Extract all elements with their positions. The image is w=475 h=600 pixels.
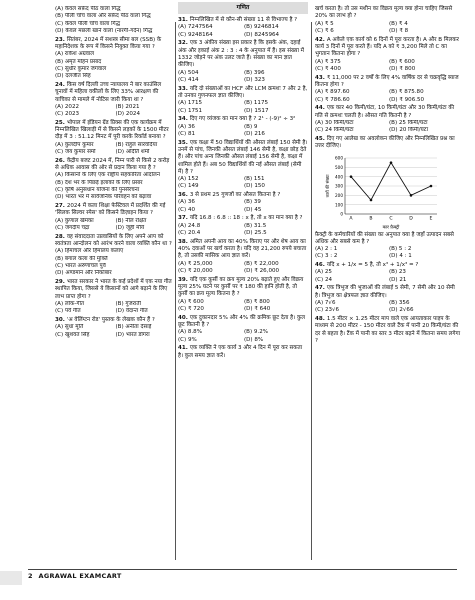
question-number: 24.: [55, 81, 65, 88]
answer-options: [178, 70, 308, 85]
answer-option: (C) भारत अरुणाचल पुर्व: [55, 262, 106, 269]
question-item: [178, 215, 308, 237]
answer-options: [178, 100, 308, 115]
answer-options: [55, 218, 174, 233]
answer-option: (B) 5 : 2: [389, 246, 412, 253]
question-stem: [315, 75, 461, 90]
answer-option: (D) ₹ 8: [389, 27, 409, 34]
question-text: दिए गए व्यंजक का मान क्या है ? 2¹ - (-9)² ÷ 3²: [189, 116, 296, 123]
answer-options: [55, 301, 174, 316]
y-axis-label: कारों की संख्या: [325, 174, 330, 197]
question-stem: [178, 345, 308, 360]
question-stem: [178, 239, 308, 261]
answer-option: (D) जूही मौर्य: [115, 225, 145, 232]
answer-option: (A) ₹ 600: [178, 298, 204, 305]
column-middle: [178, 0, 308, 562]
question-text: खर्च करता है। तो उस मशीन का विक्रय मूल्य क्या होना चाहिए जिससे 20% का लाभ हो ?: [315, 6, 453, 20]
answer-option: (A) कुलदीप कुमार: [55, 141, 94, 148]
question-item: [315, 262, 461, 284]
question-item: [178, 140, 308, 191]
answer-option: (A) कुणाल खेमका: [55, 217, 94, 224]
question-item: [55, 120, 174, 157]
answer-option: (A) किसानों के लिए एक राष्ट्रीय सहकारिता आंदोलन: [55, 172, 160, 179]
question-number: 44.: [315, 105, 325, 112]
question-item: [55, 82, 174, 119]
y-tick-label: 500: [335, 164, 343, 170]
answer-option: (C) ₹ 20,000: [178, 268, 213, 275]
answer-option: (D) 8%: [244, 336, 264, 343]
answer-options: [315, 89, 461, 104]
answer-option: (D) वेदान्त गीत: [115, 308, 148, 315]
question-number: 46.: [315, 262, 325, 269]
question-item: [315, 37, 461, 74]
answer-option: (A) हिमाचल और हिमालय कलाएं: [55, 248, 124, 255]
x-tick-label: D: [409, 216, 413, 221]
answer-option: (B) 1175: [244, 100, 269, 107]
answer-option: (D) दलजीत सिंह: [55, 73, 91, 80]
question-number: 42.: [315, 36, 325, 43]
column-divider: [175, 22, 176, 560]
answer-options: [315, 300, 461, 315]
answer-option: (A) 25: [315, 269, 332, 276]
column-left: [55, 0, 174, 562]
answer-option: (C) 23√6: [315, 307, 340, 314]
question-text: एक त्रिभुज की भुजाओं की लंबाई 5 सेमी, 7 सेमी और 10 सेमी है। त्रिभुज का क्षेत्रफल ज्ञात कीजिए।: [315, 285, 455, 299]
answer-option: (D) केवल मछली खाने वाला (नारंगी-गर्दन) गिद्ध: [55, 27, 153, 34]
answer-option: (D) अण्डमान और निकोबार: [55, 270, 112, 277]
answer-option: (C) 9%: [178, 336, 197, 343]
answer-option: (A) 7√6: [315, 300, 336, 307]
answer-option: (B) ₹ 22,000: [244, 260, 279, 267]
answer-option: (C) पर्व गीत: [55, 308, 81, 315]
question-number: 33.: [178, 85, 188, 92]
answer-option: (A) 36: [178, 199, 195, 206]
question-number: 43.: [315, 74, 325, 81]
question-text: फ़ैक्ट्री के कर्मचारियों की संख्या का अनुपात क्या है जहाँ उत्पादन सबसे अधिक और सबसे कम है ?: [315, 231, 454, 245]
question-text: निम्नलिखित में से कौन-सी संख्या 11 से विभाज्य है ?: [189, 17, 298, 23]
question-text: एक व्यक्ति ने एक कार्य 3 और 4 दिन में पूरा कर सकता है। कुल समय ज्ञात करें।: [178, 345, 303, 359]
question-number: 47.: [315, 285, 325, 292]
answer-option: (C) 81: [178, 130, 196, 137]
answer-option: (B) 39: [244, 199, 261, 206]
answer-option: (A) 8.8%: [178, 329, 202, 336]
question-item: [315, 232, 461, 261]
question-text: केंद्रीय बजट 2024 में, निम्न पारी से किसे 2 करोड़ से अधिक आवास की ओर से प्रदान किया गया है ?: [55, 157, 170, 172]
answer-option: (A) 7247564: [178, 24, 213, 31]
answer-option: (C) 414: [178, 76, 199, 83]
answer-option: (B) 9: [244, 123, 258, 130]
question-text: एक कार 40 किमी/घंटा, 10 किमी/घंटा और 30 किमी/घंटा की गति से क्रमशः चलती है। औसत गति कितनी है ?: [315, 105, 455, 119]
x-tick-label: A: [349, 216, 353, 221]
question-text: एक कक्षा में 50 विद्यार्थियों की औसत लंबाई 150 सेमी है। उनमें से पांच, जिनकी औसत लंबाई 146 सेमी है, कक्षा छोड़ देते हैं। और पांच अन्य जिनकी औसत लंबाई 156 सेमी है, कक्षा में शामिल होते हैं। अब 50 विद्यार्थियों की नई औसत लंबाई (सेमी में) है ?: [178, 139, 308, 175]
question-text: यदि 16.8 : 6.8 :: 18 : x है, तो x का मान क्या है ?: [189, 215, 303, 222]
question-item: [178, 116, 308, 138]
section-title: गणित: [178, 2, 308, 14]
answer-option: (D) 20 किमी/घंटा: [389, 127, 429, 134]
answer-option: (D) 45: [244, 206, 262, 213]
question-text: 'अ वेलिंग्टन रोड' पुस्तक के लेखक कौन हैं ?: [66, 316, 155, 323]
answer-option: (C) जगदीप चंद्रा: [55, 225, 90, 232]
question-number: 48.: [315, 316, 325, 323]
answer-option: (A) लोक-गीत: [55, 300, 85, 307]
answer-option: (B) नील रक्षित: [115, 217, 147, 224]
x-tick-label: E: [429, 216, 433, 221]
question-number: 28.: [55, 233, 65, 240]
answer-option: (D) 8245964: [244, 31, 280, 38]
answer-option: (B) ₹ 800: [244, 298, 270, 305]
x-axis-label: कार फ़ैक्ट्री: [382, 225, 400, 230]
question-text: एक 3 अंकीय संख्या इस प्रकार है कि इसके अंक, दहाई अंक और इकाई अंक 2 : 3 : 4 के अनुपात में हैं। इस संख्या में 1332 जोड़ने पर अंक उलट जाते हैं। संख्या का मान ज्ञात कीजिए।: [178, 40, 304, 69]
page-number: 2: [28, 572, 33, 580]
question-stem: [55, 120, 174, 142]
question-item: [178, 239, 308, 276]
answer-option: (B) राहुल सारवदिया: [115, 141, 158, 148]
answer-option: (B) अमृत मोहन प्रसाद: [55, 58, 102, 65]
answer-options: [178, 299, 308, 314]
answer-option: (D) 1517: [244, 107, 269, 114]
question-text: भारत सरकार ने भारत के कई प्रदेशों में एक नया गीत स्थापित किया, जिससे ये किसानों को आगे बढ़ाने के लिए लाभ प्राप्त होगा ?: [55, 278, 172, 300]
question-stem: [55, 37, 174, 52]
question-text: यदि दो संख्याओं का HCF और LCM क्रमशः 7 और 2 है, तो उनका गुणनफल ज्ञात कीजिए।: [178, 85, 308, 99]
y-tick-label: 200: [335, 192, 343, 198]
data-point: [390, 161, 393, 164]
y-tick-label: 400: [335, 173, 343, 179]
answer-options: [55, 248, 174, 277]
answer-option: (A) राकेश अग्रवाल: [55, 51, 95, 58]
answer-option: (B) ₹ 600: [389, 58, 415, 65]
answer-option: (C) सुधीर कुमार जगवाल: [55, 65, 107, 72]
question-stem: [178, 116, 308, 123]
question-item: [315, 136, 461, 230]
answer-options: [178, 329, 308, 344]
question-item: [55, 6, 174, 35]
question-number: 45.: [315, 135, 325, 142]
question-text: 1.5 मीटर × 1.25 मीटर माप वाले एक आयताकार पाइप के माध्यम से 200 मीटर - 150 मीटर वाले टैंक में पानी 20 किमी/घंटा की दर से बहता है। टैंक में पानी का स्तर 3 मीटर बढ़ने में कितना समय लगेगा ?: [315, 316, 461, 345]
answer-option: (B) 2021: [115, 103, 140, 110]
series-line: [351, 162, 431, 199]
answer-option: (A) ₹ 5: [315, 20, 334, 27]
brand-name: AGRAWAL EXAMCART: [38, 572, 122, 580]
question-text: 3 से प्रथम 25 गुणजों का औसत कितना है ?: [189, 192, 281, 199]
answer-option: (C) कृषि अनुसंधान योजना की पुनर्संरचना: [55, 187, 140, 194]
answer-option: (A) 2022: [55, 103, 80, 110]
question-item: [55, 279, 174, 316]
y-tick-label: 0: [340, 211, 343, 217]
answer-option: (A) ₹ 375: [315, 58, 341, 65]
answer-option: (C) ₹ 720: [178, 306, 204, 312]
question-number: 30.: [55, 316, 65, 323]
question-text: अमित अपनी आय का 40% किराए पर और शेष आय का 40% दवाओं पर खर्च करता है। यदि वह 21,200 रुपये बचाता है, तो उसकी मासिक आय ज्ञात करें।: [178, 238, 307, 260]
answer-option: (C) 2023: [55, 111, 80, 118]
answer-option: (C) ₹ 786.60: [315, 96, 350, 103]
answer-option: (B) 23: [389, 269, 406, 276]
answer-option: (A) 2 : 1: [315, 246, 338, 253]
question-number: 41.: [178, 345, 188, 352]
y-tick-label: 100: [335, 201, 343, 207]
answer-option: (A) सुधा मूर्ति: [55, 324, 84, 331]
x-tick-label: C: [389, 216, 393, 221]
answer-options: [55, 104, 174, 119]
answer-options: [178, 176, 308, 191]
question-text: एक दुकानदार 5% और 4% की क्रमिक छूट देता है। कुल छूट कितनी है ?: [178, 314, 305, 329]
answer-option: (C) 9248164: [178, 31, 213, 38]
answer-options: [55, 172, 174, 201]
answer-option: (B) 31.5: [244, 222, 267, 229]
answer-option: (C) 149: [178, 183, 199, 190]
answer-option: (D) 323: [244, 76, 265, 83]
answer-option: (C) ₹ 6: [315, 27, 334, 34]
question-item: [178, 17, 308, 39]
answer-option: (B) 9.2%: [244, 329, 268, 336]
answer-option: (D) ₹ 640: [244, 306, 271, 312]
question-item: [178, 86, 308, 115]
answer-options: [55, 142, 174, 157]
answer-options: [55, 51, 174, 80]
answer-option: (B) 9246814: [244, 24, 279, 31]
question-item: [315, 285, 461, 314]
data-point: [370, 198, 373, 201]
answer-option: (C) खुशवंत सिंह: [55, 331, 90, 338]
question-stem: [55, 279, 174, 301]
question-number: 35.: [178, 139, 188, 146]
y-tick-label: 600: [335, 155, 343, 161]
question-number: 38.: [178, 238, 188, 245]
question-item: [55, 158, 174, 202]
data-point: [350, 175, 353, 178]
question-stem: [55, 158, 174, 173]
question-number: 27.: [55, 203, 65, 210]
answer-option: (D) भारत डोगरा: [115, 331, 150, 338]
answer-option: (A) 152: [178, 176, 199, 183]
answer-options: [315, 59, 461, 74]
answer-option: (B) देश भर के पिछड़े इलाकों के लिए प्रसार: [55, 179, 143, 186]
question-stem: [315, 232, 461, 247]
answer-option: (B) 25 किमी/घंटा: [389, 119, 428, 126]
question-stem: [178, 277, 308, 299]
data-point: [430, 184, 433, 187]
answer-option: (A) 30 किमी/घंटा: [315, 119, 354, 126]
question-item: [315, 75, 461, 104]
x-tick-label: B: [369, 216, 373, 221]
question-item: [55, 234, 174, 278]
question-number: 25.: [55, 119, 65, 126]
question-item: [55, 203, 174, 232]
answer-option: (B) गुजराती: [115, 300, 141, 307]
answer-option: (B) पीली चोंच वाला और सफ़ेद पीठ वाला गिद्ध: [55, 13, 151, 20]
question-number: 23.: [55, 36, 65, 43]
question-text: दिए गए आलेख का अवलोकन कीजिए और निम्नलिखित प्रश्न का उत्तर दीजिए।: [315, 135, 455, 150]
question-number: 39.: [178, 276, 188, 283]
answer-options: [178, 199, 308, 214]
answer-option: (D) भारत भर में सार्वजनिक परिवहन को बढ़ावा: [55, 194, 152, 201]
line-chart: [325, 152, 443, 230]
question-stem: [315, 6, 461, 21]
answer-option: (D) 4 : 1: [389, 253, 412, 260]
question-item: [178, 277, 308, 314]
question-item: [178, 345, 308, 360]
answer-options: [315, 120, 461, 135]
answer-option: (C) 24: [315, 276, 333, 283]
answer-option: (B) 151: [244, 176, 265, 183]
answer-option: (B) 396: [244, 69, 265, 76]
answer-options: [315, 269, 461, 284]
answer-options: [315, 21, 461, 36]
question-stem: [178, 192, 308, 199]
answer-option: (B) बंगाल कला की मुक्ति: [55, 255, 108, 262]
question-item: [178, 315, 308, 344]
answer-option: (A) केवल सफ़ेद पीठ वाला गिद्ध: [55, 6, 121, 12]
question-stem: [178, 17, 308, 24]
answer-option: (D) 150: [244, 183, 265, 190]
answer-option: (C) 24 किमी/घंटा: [315, 127, 354, 134]
answer-options: [55, 324, 174, 339]
question-number: 26.: [55, 157, 65, 164]
question-stem: [315, 105, 461, 120]
answer-option: (A) ₹ 897.60: [315, 89, 350, 96]
answer-option: (C) ₹ 400: [315, 65, 341, 72]
answer-option: (C) 40: [178, 206, 196, 213]
answer-option: (D) 21: [389, 276, 407, 283]
question-text: ₹ 11,000 पर 2 वर्षों के लिए 4% वार्षिक दर से चक्रवृद्धि ब्याज कितना होगा ?: [315, 74, 459, 88]
answer-option: (C) 20.4: [178, 230, 201, 237]
page-tab-marker: [0, 571, 22, 585]
question-stem: [178, 86, 308, 101]
question-stem: [315, 262, 461, 269]
answer-option: (C) 1751: [178, 107, 203, 114]
answer-options: [178, 261, 308, 276]
question-stem: [178, 315, 308, 330]
question-item: [315, 316, 461, 345]
answer-option: (B) 356: [389, 300, 410, 307]
question-text: वह संवाददाता उप्रवासियों के लिए अपने आप को स्वतंत्रता आन्दोलन को आरंभ करने वाला व्यक्ति कौन था ?: [55, 233, 172, 248]
question-number: 31.: [178, 17, 188, 23]
question-stem: [55, 203, 174, 218]
question-item: [55, 37, 174, 81]
data-point: [410, 194, 413, 197]
page-footer: [28, 569, 457, 582]
question-text: यदि एक कुर्सी का क्रय मूल्य 20% बढ़ाते हुए और विक्रय मूल्य 25% घटने पर कुर्सी पर ₹ 180 की हानि होती है, तो कुर्सी का क्रय मूल्य कितना है ?: [178, 276, 304, 298]
answer-options: [55, 6, 174, 35]
answer-options: [178, 124, 308, 139]
y-tick-label: 300: [335, 183, 343, 189]
question-stem: [315, 316, 461, 345]
question-item: [315, 6, 461, 35]
answer-option: (A) 24.8: [178, 222, 201, 229]
question-text: भोपाल में इंडियन ग्रेंड प्रिक्स की एक कार्यक्रम में निम्नलिखित खिलाड़ी में से किसने लड़कों के 1500 मीटर दौड़ में 3 : 51.12 मिनट में पूरी करके रिकॉर्ड बनाया ?: [55, 119, 169, 141]
question-text: यदि x + 1/x = 5 है, तो x³ + 1/x³ = ?: [326, 262, 419, 269]
question-number: 32.: [178, 40, 188, 47]
question-stem: [55, 82, 174, 104]
question-number: 40.: [178, 314, 188, 321]
question-stem: [315, 37, 461, 59]
answer-option: (A) 504: [178, 69, 199, 76]
question-text: 2024 में कला शिक्षा फेस्टिवल में प्रदर्शित की गई 'सिलक सिल्वर स्पेस' को किसने डिज़ाइन किया ?: [55, 203, 166, 217]
question-item: [178, 40, 308, 84]
question-text: A अकेले एक कार्य को 6 दिनों में पूरा करता है। A और B मिलकर कार्य 3 दिनों में पूरा करते हैं। यदि A को ₹ 3,200 मिले तो C का भुगतान कितना होगा ?: [315, 36, 459, 58]
column-divider: [311, 22, 312, 560]
answer-option: (D) अदिति शर्मा: [115, 149, 150, 156]
column-right: [315, 0, 461, 562]
answer-option: (A) ₹ 25,000: [178, 260, 213, 267]
answer-option: (B) अनीता देसाई: [115, 324, 152, 331]
answer-option: (C) 3 : 2: [315, 253, 338, 260]
answer-option: (D) 2024: [115, 111, 140, 118]
question-stem: [315, 285, 461, 300]
question-item: [55, 317, 174, 339]
question-text: किस वर्ष दिल्ली उच्च न्यायालय ने बार काउंसिल चुनावों में महिला वकीलों के लिए 33% आरक्षण की याचिका से मामले में नोटिस जारी किया था ?: [55, 81, 162, 103]
question-stem: [55, 234, 174, 249]
answer-option: (A) 36: [178, 123, 195, 130]
answer-option: (A) 1715: [178, 100, 203, 107]
answer-option: (D) ₹ 800: [389, 65, 416, 72]
answer-options: [178, 223, 308, 238]
answer-option: (D) 2√66: [389, 307, 414, 314]
question-number: 34.: [178, 116, 188, 123]
question-item: [178, 192, 308, 214]
question-number: 29.: [55, 278, 65, 285]
question-item: [315, 105, 461, 134]
answer-option: (C) जय कुमार सर्मा: [55, 149, 96, 156]
answer-option: (B) ₹ 4: [389, 20, 408, 27]
question-number: 36.: [178, 192, 188, 199]
question-stem: [315, 136, 461, 151]
question-number: 37.: [178, 215, 188, 222]
question-stem: [55, 317, 174, 324]
question-stem: [178, 140, 308, 177]
question-text: सितंबर, 2024 में सशस्त्र सीमा बल (SSB) के महानिदेशक के रूप में किसने नियुक्त किया गया ?: [55, 36, 162, 50]
answer-option: (D) ₹ 26,000: [244, 268, 280, 275]
answer-options: [315, 246, 461, 261]
question-stem: [178, 215, 308, 222]
question-stem: [178, 40, 308, 69]
answer-option: (D) 216: [244, 130, 265, 137]
answer-option: (C) केवल पीली चोंच वाला गिद्ध: [55, 20, 121, 27]
answer-options: [178, 24, 308, 39]
answer-option: (D) ₹ 906.50: [389, 96, 425, 103]
answer-option: (B) ₹ 875.80: [389, 89, 424, 96]
answer-option: (D) 25.5: [244, 230, 267, 237]
